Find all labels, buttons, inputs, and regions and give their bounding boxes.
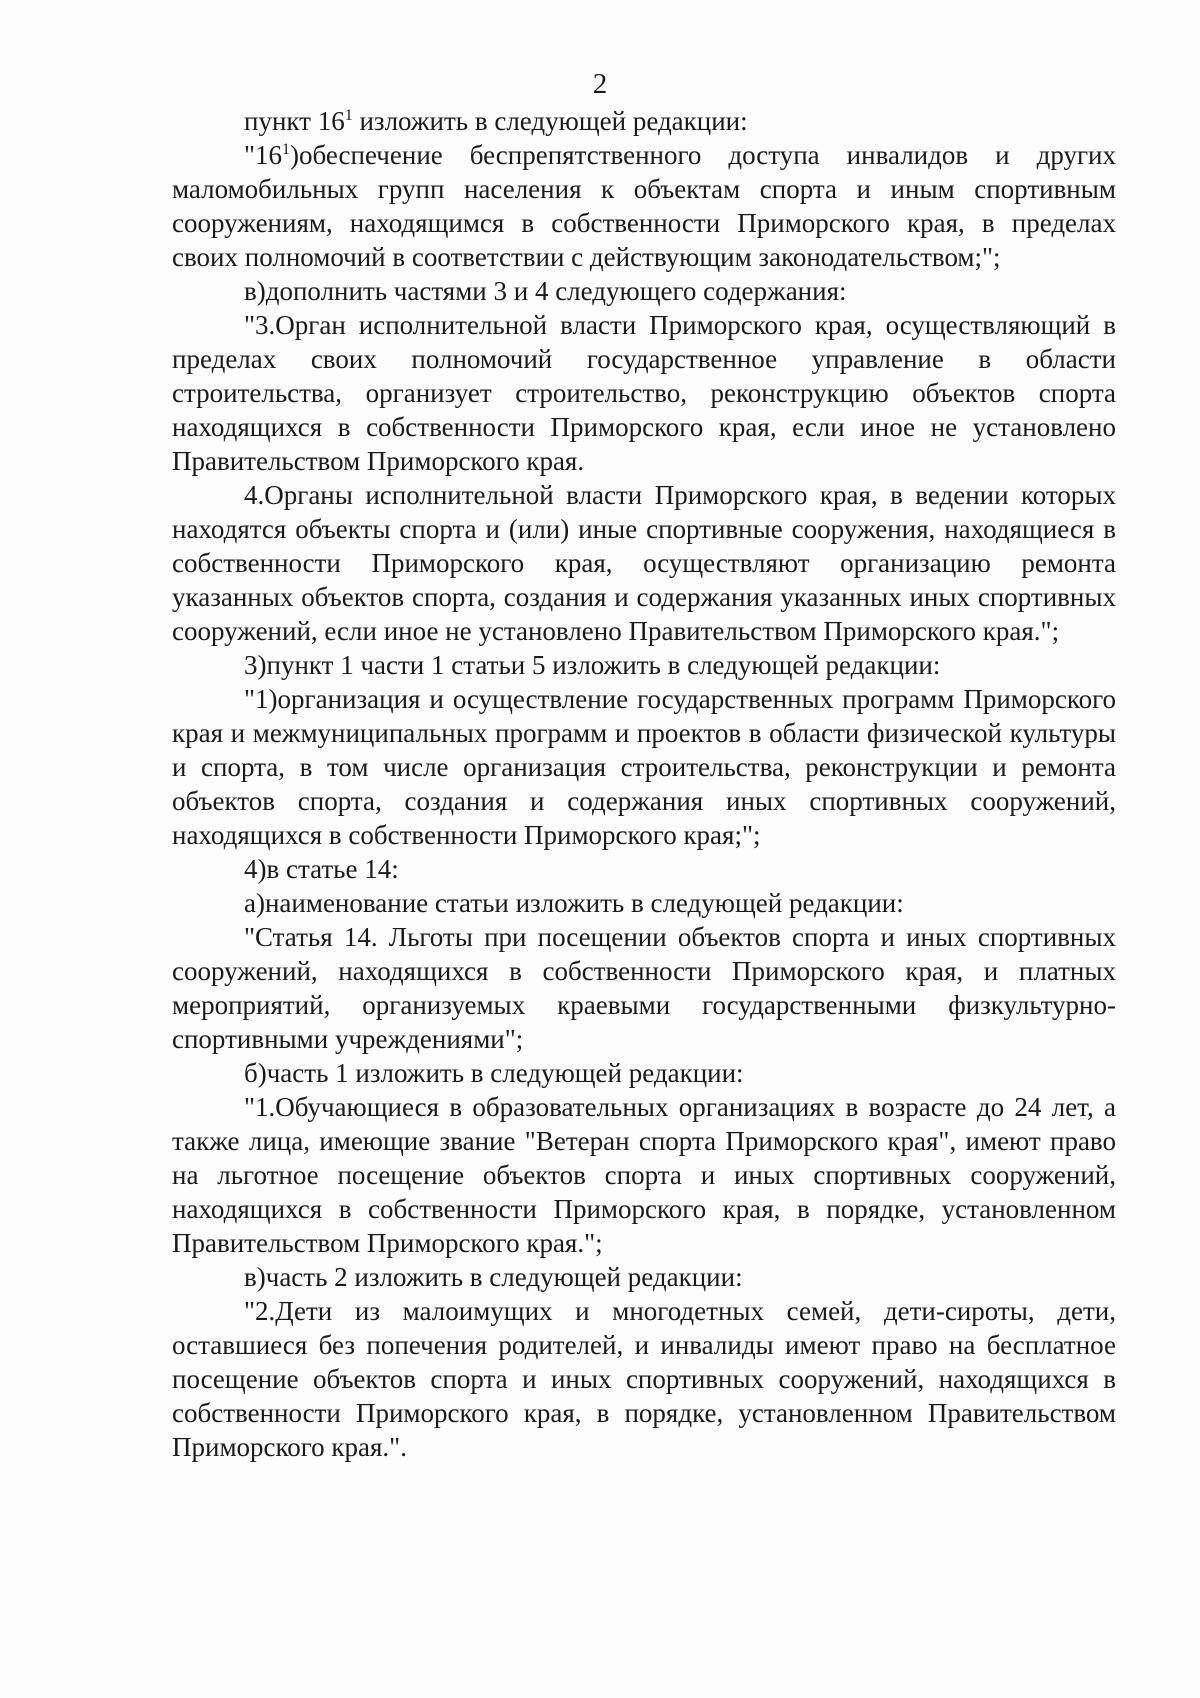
paragraph: "1.Обучающиеся в образовательных организациях в возрасте до 24 лет, а также лица, имеющие звание "Ветеран спорта Приморского края", имеют право на льготное посещение объектов спорта и иных спортивных сооружений, находящихся в собственности Приморского края, в порядке, установленном Правительством Приморского края."; (172, 1092, 1116, 1258)
paragraph: 3)пункт 1 части 1 статьи 5 изложить в следующей редакции: (244, 650, 941, 680)
paragraph-text: "16 (244, 140, 283, 170)
paragraph-text: )обеспечение беспрепятственного доступа инвалидов и других маломобильных групп населения к объектам спорта и иным спортивным сооружениям, находящимся в собственности Приморского края, в пределах своих полномочий в соответствии с действующим законодательством;"; (172, 140, 1116, 272)
paragraph-point-16-1-text (172, 138, 1116, 274)
paragraph: "Статья 14. Льготы при посещении объектов спорта и иных спортивных сооружений, находящихся в собственности Приморского края, и платных мероприятий, организуемых краевыми государственными физкультурно-спортивными учреждениями"; (172, 922, 1116, 1054)
paragraph-text: изложить в следующей редакции: (352, 106, 748, 136)
paragraph: в)часть 2 изложить в следующей редакции: (244, 1262, 743, 1292)
paragraph-point-16-1-intro (172, 104, 1116, 138)
paragraph: в)дополнить частями 3 и 4 следующего содержания: (244, 276, 847, 306)
superscript: 1 (344, 107, 353, 124)
page-number: 2 (592, 68, 608, 100)
paragraph: б)часть 1 изложить в следующей редакции: (244, 1058, 744, 1088)
superscript: 1 (282, 141, 291, 158)
paragraph: "3.Орган исполнительной власти Приморского края, осуществляющий в пределах своих полномочий государственное управление в области строительства, организует строительство, реконструкцию объектов спорта находящихся в собственности Приморского края, если иное не установлено Правительством Приморского края. (172, 310, 1116, 476)
paragraph: 4)в статье 14: (244, 854, 399, 884)
paragraph: "1)организация и осуществление государственных программ Приморского края и межмуниципальных программ и проектов в области физической культуры и спорта, в том числе организация строительства, реконструкции и ремонта объектов спорта, создания и содержания иных спортивных сооружений, находящихся в собственности Приморского края;"; (172, 684, 1116, 850)
paragraph: "2.Дети из малоимущих и многодетных семей, дети-сироты, дети, оставшиеся без попечения родителей, и инвалиды имеют право на бесплатное посещение объектов спорта и иных спортивных сооружений, находящихся в собственности Приморского края, в порядке, установленном Правительством Приморского края.". (172, 1296, 1116, 1462)
paragraph: а)наименование статьи изложить в следующей редакции: (244, 888, 904, 918)
document-body (172, 104, 1116, 1464)
paragraph: 4.Органы исполнительной власти Приморского края, в ведении которых находятся объекты спорта и (или) иные спортивные сооружения, находящиеся в собственности Приморского края, осуществляют организацию ремонта указанных объектов спорта, создания и содержания указанных иных спортивных сооружений, если иное не установлено Правительством Приморского края."; (172, 480, 1116, 646)
paragraph-text: пункт 16 (244, 106, 345, 136)
